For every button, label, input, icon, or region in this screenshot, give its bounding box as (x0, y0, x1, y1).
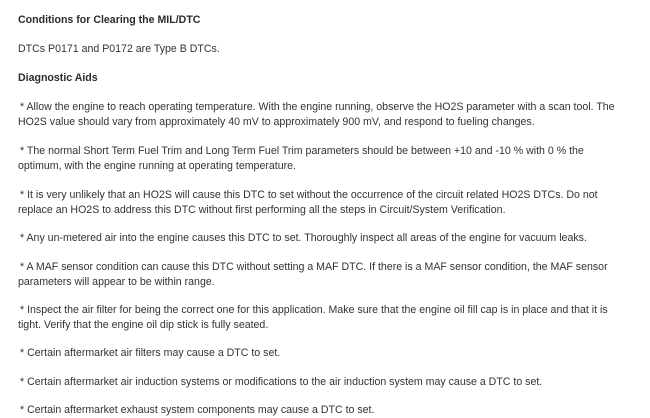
aid-item-1-line-2: HO2S value should vary from approximately 40 mV to approximately 900 mV, and respond to fueling changes. (18, 116, 535, 128)
aid-item-5-line-2: parameters will appear to be within range. (18, 276, 215, 288)
section-heading-clearing: Conditions for Clearing the MIL/DTC (18, 14, 201, 26)
aid-item-2-line-2: optimum, with the engine running at operating temperature. (18, 160, 296, 172)
aid-item-3-line-2: replace an HO2S to address this DTC without first performing all the steps in Circuit/System Verification. (18, 204, 506, 216)
clearing-text: DTCs P0171 and P0172 are Type B DTCs. (18, 43, 220, 55)
aid-item-3-line-1: * It is very unlikely that an HO2S will cause this DTC to set without the occurrence of the circuit related HO2S DTCs. Do not (20, 189, 598, 201)
section-heading-diagnostic-aids: Diagnostic Aids (18, 72, 98, 84)
aid-item-6-line-2: tight. Verify that the engine oil dip stick is fully seated. (18, 319, 269, 331)
aid-item-8-line-1: * Certain aftermarket air induction systems or modifications to the air induction system may cause a DTC to set. (20, 376, 543, 388)
aid-item-5-line-1: * A MAF sensor condition can cause this DTC without setting a MAF DTC. If there is a MAF sensor condition, the MAF sensor (20, 261, 608, 273)
aid-item-6-line-1: * Inspect the air filter for being the correct one for this application. Make sure that the engine oil fill cap is in place and that it is (20, 304, 608, 316)
aid-item-7-line-1: * Certain aftermarket air filters may cause a DTC to set. (20, 347, 281, 359)
aid-item-2-line-1: * The normal Short Term Fuel Trim and Long Term Fuel Trim parameters should be between +10 and -10 % with 0 % the (20, 145, 584, 157)
aid-item-1-line-1: * Allow the engine to reach operating temperature. With the engine running, observe the HO2S parameter with a scan tool. The (20, 101, 615, 113)
aid-item-4-line-1: * Any un-metered air into the engine causes this DTC to set. Thoroughly inspect all areas of the engine for vacuum leaks. (20, 232, 587, 244)
aid-item-9-line-1: * Certain aftermarket exhaust system components may cause a DTC to set. (20, 404, 375, 416)
